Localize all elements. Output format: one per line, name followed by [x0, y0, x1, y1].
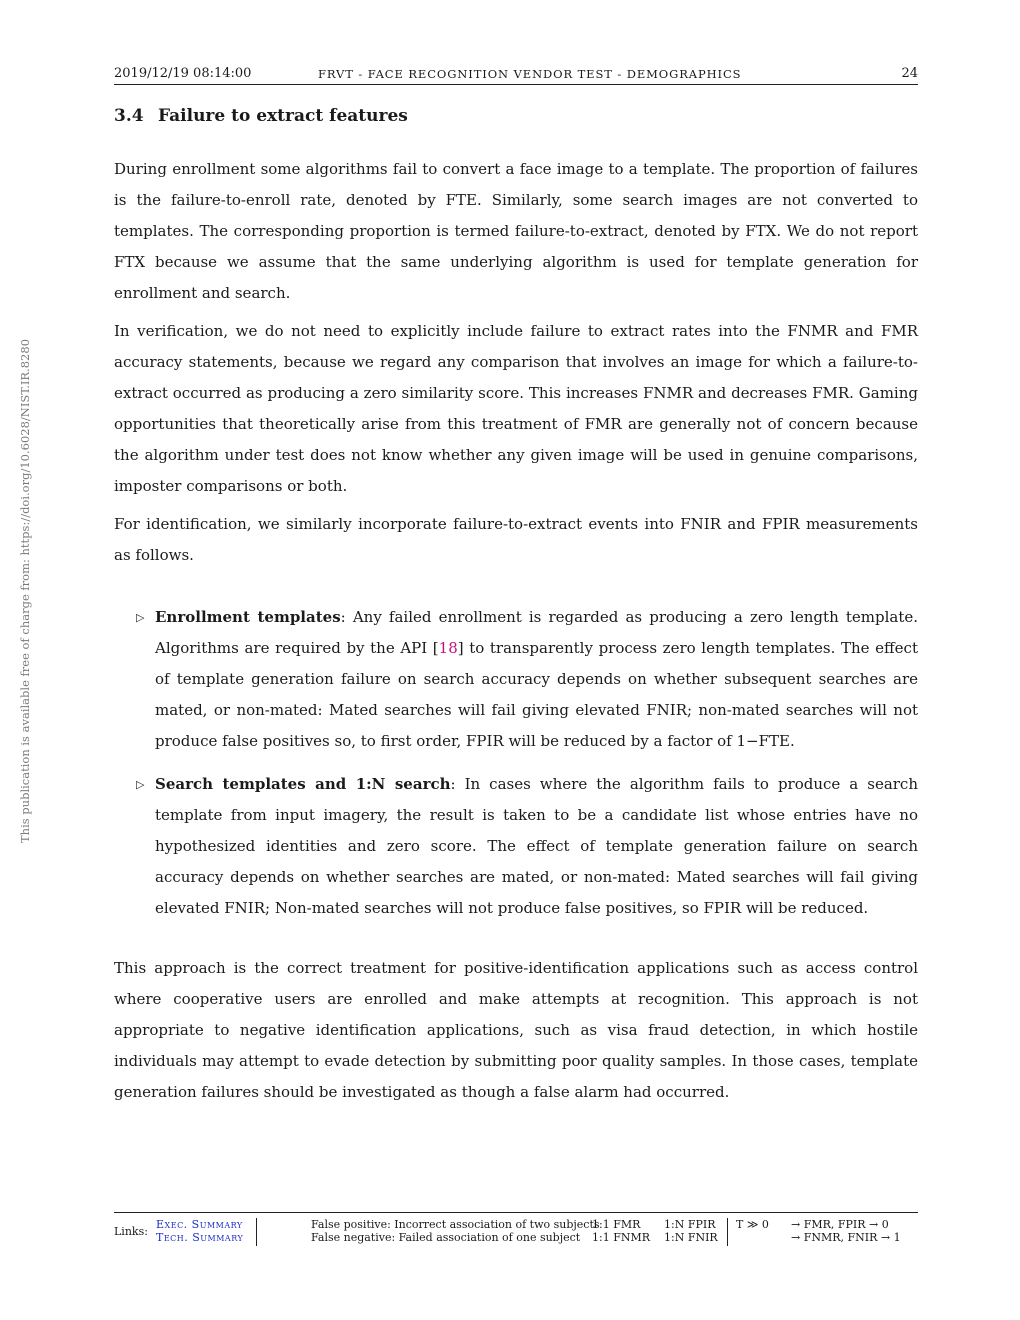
bullet-term: Enrollment templates [155, 608, 341, 626]
high-threshold-result: → FMR, FPIR → 0 [791, 1218, 889, 1231]
header-title: FRVT - FACE RECOGNITION VENDOR TEST - DEMOGRAPHICS [318, 67, 742, 81]
page-header [114, 64, 918, 85]
false-negative-definition: False negative: Failed association of one subject [311, 1231, 581, 1244]
citation-link[interactable]: 18 [438, 639, 458, 657]
fpir-label: 1:N FPIR [664, 1218, 716, 1231]
tech-summary-link[interactable]: Tech. Summary [156, 1231, 244, 1244]
triangle-bullet-icon: ▷ [136, 611, 145, 624]
exec-summary-link[interactable]: Exec. Summary [156, 1218, 243, 1231]
body-content [114, 154, 918, 1115]
threshold-label: T ≫ 0 [736, 1218, 769, 1231]
paragraph-approach: This approach is the correct treatment for positive-identification applications such as access control where cooperative users are enrolled and make attempts at recognition. This approach is not appropriate to negative identification applications, such as visa fraud detection, in which hostile individuals may attempt to evade detection by submitting poor quality samples. In those cases, template generation failures should be investigated as though a false alarm had occurred. [114, 959, 918, 1101]
false-positive-definition: False positive: Incorrect association of two subjects [311, 1218, 600, 1231]
bullet-list [114, 602, 918, 924]
fnir-label: 1:N FNIR [664, 1231, 718, 1244]
sidebar-doi-notice: This publication is available free of charge from: https://doi.org/10.6028/NIST.IR.8280 [18, 338, 32, 843]
links-label: Links: [114, 1225, 148, 1238]
footer-divider [256, 1218, 257, 1246]
bullet-term: Search templates and 1:N search [155, 775, 451, 793]
section-title: Failure to extract features [158, 106, 408, 126]
paragraph-fte: During enrollment some algorithms fail to convert a face image to a template. The proportion of failures is the failure-to-enroll rate, denoted by FTE. Similarly, some search images are not converted to templates. The corresponding proportion is termed failure-to-extract, denoted by FTX. We do not report FTX because we assume that the same underlying algorithm is used for template generation for enrollment and search. [114, 160, 918, 302]
header-date: 2019/12/19 08:14:00 [114, 66, 252, 81]
bullet-text: : In cases where the algorithm fails to produce a search template from input imagery, the result is taken to be a candidate list whose entries have no hypothesized identities and zero score. The effect of template generation failure on search accuracy depends on whether searches are mated, or non-mated: Mated searches will fail giving elevated FNIR; Non-mated searches will not produce false positives, so FPIR will be reduced. [155, 775, 918, 917]
section-heading [114, 106, 408, 126]
paragraph-identification: For identification, we similarly incorporate failure-to-extract events into FNIR and FPIR measurements as follows. [114, 515, 918, 564]
paragraph-verification: In verification, we do not need to explicitly include failure to extract rates into the FNMR and FMR accuracy statements, because we regard any comparison that involves an image for which a failure-to-extract occurred as producing a zero similarity score. This increases FNMR and decreases FMR. Gaming opportunities that theoretically arise from this treatment of FMR are generally not of concern because the algorithm under test does not know whether any given image will be used in genuine comparisons, imposter comparisons or both. [114, 322, 918, 495]
fmr-label: 1:1 FMR [592, 1218, 641, 1231]
low-threshold-result: → FNMR, FNIR → 1 [791, 1231, 901, 1244]
fnmr-label: 1:1 FNMR [592, 1231, 651, 1244]
bullet-search-templates [114, 769, 918, 924]
bullet-enrollment-templates [114, 602, 918, 757]
bullet-text-part2: ] to transparently process zero length templates. The effect of template generation failure on search accuracy depends on whether subsequent searches are mated, or non-mated: Mated searches will fail giving elevated FNIR; non-mated searches will not produce false positives so, to first order, FPIR will be reduced by a factor of 1−FTE. [155, 639, 918, 750]
footer-divider [727, 1218, 728, 1246]
section-number: 3.4 [114, 106, 144, 126]
page-number: 24 [901, 66, 918, 81]
triangle-bullet-icon: ▷ [136, 778, 145, 791]
page-footer [114, 1212, 918, 1253]
bullet-text-part1: : Any failed enrollment is regarded as producing a zero length template. Algorithms are required by the API [ [155, 608, 918, 657]
